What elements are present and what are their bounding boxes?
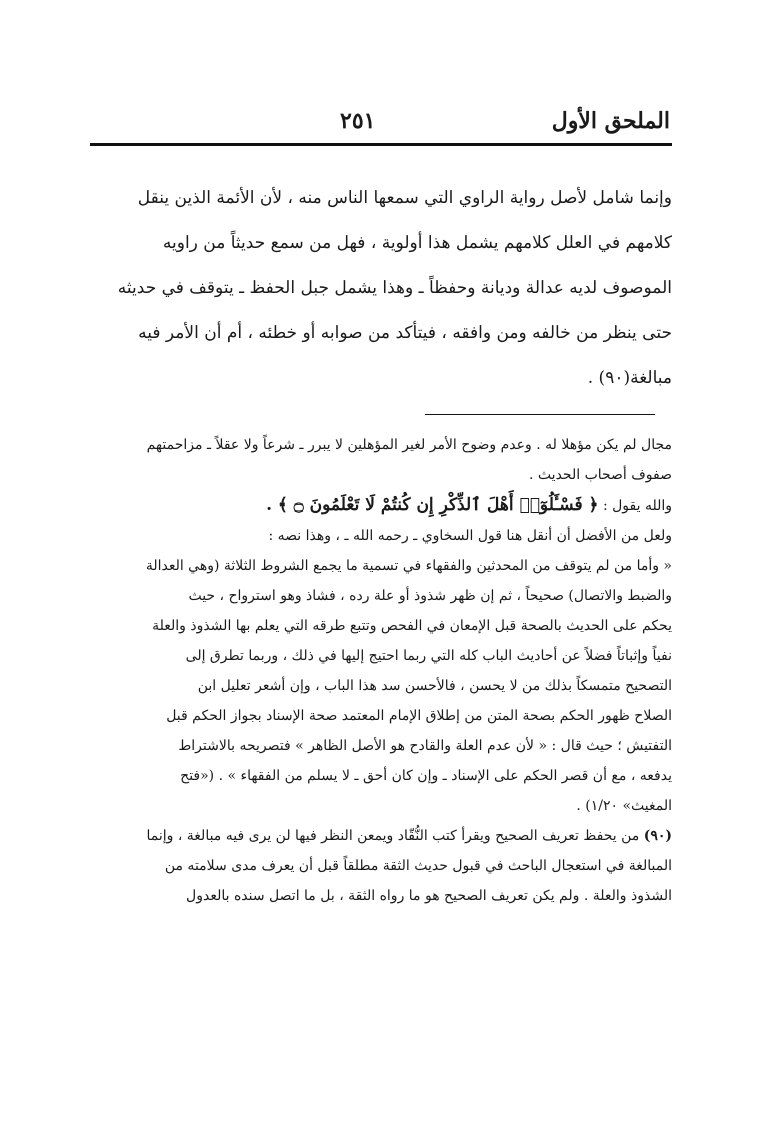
footnote-line: صفوف أصحاب الحديث .	[529, 467, 672, 483]
main-line: حتى ينظر من خالفه ومن وافقه ، فيتأكد من صوابه أو خطئه ، أم أن الأمر فيه	[138, 323, 672, 343]
footnote-90-line: المبالغة في استعجال الباحث في قبول حديث الثقة مطلقاً قبل أن يعرف مدى سلامته من	[164, 858, 672, 874]
footnote-90-line	[92, 821, 672, 851]
footnotes	[92, 430, 672, 911]
quote-line: التصحيح متمسكاً بذلك من لا يحسن ، فالأحسن سد هذا الباب ، وإن أشعر تعليل ابن	[197, 678, 672, 694]
footnote-90-line: الشذوذ والعلة . ولم يكن تعريف الصحيح هو ما رواه الثقة ، بل ما اتصل سنده بالعدول	[186, 888, 672, 904]
main-line: كلامهم في العلل كلامهم يشمل هذا أولوية ، فهل من سمع حديثاً من راويه	[162, 233, 672, 253]
quote-line: نفياً وإثباتاً فضلاً عن أحاديث الباب كله التي ربما احتيج إليها في ذلك ، وربما تطرق إلى	[185, 648, 672, 664]
quote-line: يدفعه ، مع أن قصر الحكم على الإسناد ـ وإن كان أحق ـ لا يسلم من الفقهاء » . («فتح	[180, 768, 672, 784]
page-header	[90, 108, 670, 142]
quote-line: المغيث» ١/٢٠) .	[576, 798, 672, 814]
quote-line: والضبط والاتصال) صحيحاً ، ثم إن ظهر شذوذ أو علة رده ، فشاذ وهو استرواح ، حيث	[188, 588, 672, 604]
footnote-line: مجال لم يكن مؤهلا له . وعدم وضوح الأمر لغير المؤهلين لا يبرر ـ شرعاً ولا عقلاً ـ مزاحمتهم	[146, 437, 672, 453]
footnote-90-label: (٩٠)	[643, 828, 672, 844]
quran-verse: ﴿ فَسْـَٔلُوٓا۟ أَهْلَ ٱلذِّكْرِ إِن كُنتُمْ لَا تَعْلَمُونَ ۝ ﴾ .	[266, 495, 599, 515]
main-text	[92, 176, 672, 401]
footnote-90-text: من يحفظ تعريف الصحيح ويقرأ كتب النُّقّاد ويمعن النظر فيها لن يرى فيه مبالغة ، وإنما	[146, 828, 640, 844]
quote-line: الصلاح ظهور الحكم بصحة المتن من إطلاق الإمام المعتمد صحة الإسناد بجواز الحكم قبل	[166, 708, 672, 724]
header-rule	[90, 143, 672, 146]
main-line: مبالغة(٩٠) .	[587, 368, 672, 388]
quran-prefix: والله يقول :	[602, 498, 672, 514]
quote-line: التفتيش ؛ حيث قال : « لأن عدم العلة والقادح هو الأصل الظاهر » فتصريحه بالاشتراط	[178, 738, 672, 754]
quote-line: « وأما من لم يتوقف من المحدثين والفقهاء في تسمية ما يجمع الشروط الثلاثة (وهي العدالة	[145, 558, 672, 574]
main-line: وإنما شامل لأصل رواية الراوي التي سمعها الناس منه ، لأن الأئمة الذين ينقل	[137, 188, 672, 208]
quran-line	[92, 490, 672, 521]
page-number: ٢٥١	[340, 108, 376, 134]
quote-line: يحكم على الحديث بالصحة قبل الإمعان في الفحص وتتبع طرقه التي يعلم بها الشذوذ والعلة	[152, 618, 672, 634]
footnote-line: ولعل من الأفضل أن أنقل هنا قول السخاوي ـ رحمه الله ـ ، وهذا نصه :	[268, 528, 672, 544]
running-title: الملحق الأول	[551, 108, 670, 134]
main-line: الموصوف لديه عدالة وديانة وحفظاً ـ وهذا يشمل جبل الحفظ ـ يتوقف في حديثه	[117, 278, 672, 298]
footnote-separator	[425, 414, 655, 415]
